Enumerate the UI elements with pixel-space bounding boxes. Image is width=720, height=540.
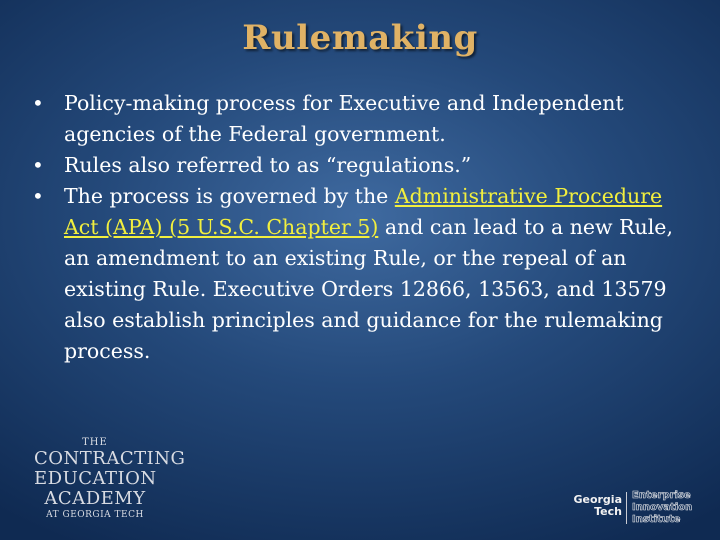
bullet-text-after-link: and can lead to a new Rule, an amendment to an existing Rule, or the repeal of an existing Rule. Executive Orders 12866, 13563, and 13579 also establish principles and guidance for the rulemaking process. [64,215,673,363]
bullet-text: Policy-making process for Executive and Independent agencies of the Federal government. [64,91,624,146]
enterprise-innovation-institute-wordmark [632,490,698,526]
bullet-list [28,88,692,367]
georgia-tech-wordmark [564,494,622,518]
academy-logo-line: CONTRACTING [34,448,186,469]
bullet-item [28,181,692,367]
bullet-dot-icon: • [32,91,44,115]
bullet-text: Rules also referred to as “regulations.” [64,153,472,177]
eii-logo-line: Enterprise [632,490,691,501]
gt-logo-line: Georgia [573,493,622,506]
academy-logo-line: EDUCATION [34,468,157,489]
eii-logo-line: Innovation [632,502,693,513]
bullet-item [28,88,692,150]
logo-divider [626,492,627,524]
gt-logo-line: Tech [594,505,622,518]
bullet-dot-icon: • [32,184,44,208]
academy-logo-line: AT GEORGIA TECH [46,510,144,520]
contracting-education-academy-logo [34,437,186,520]
academy-logo-line: ACADEMY [44,488,146,509]
slide-title: Rulemaking [242,18,478,58]
apa-link[interactable]: Administrative Procedure Act (APA) (5 U.S.C. Chapter 5) [64,184,663,239]
bullet-dot-icon: • [32,153,44,177]
academy-logo-line: THE [82,437,108,448]
eii-logo-line: Institute [632,514,681,525]
bullet-item [28,150,692,181]
bullet-text-before-link: The process is governed by the [64,184,395,208]
georgia-tech-eii-logo [564,490,696,526]
